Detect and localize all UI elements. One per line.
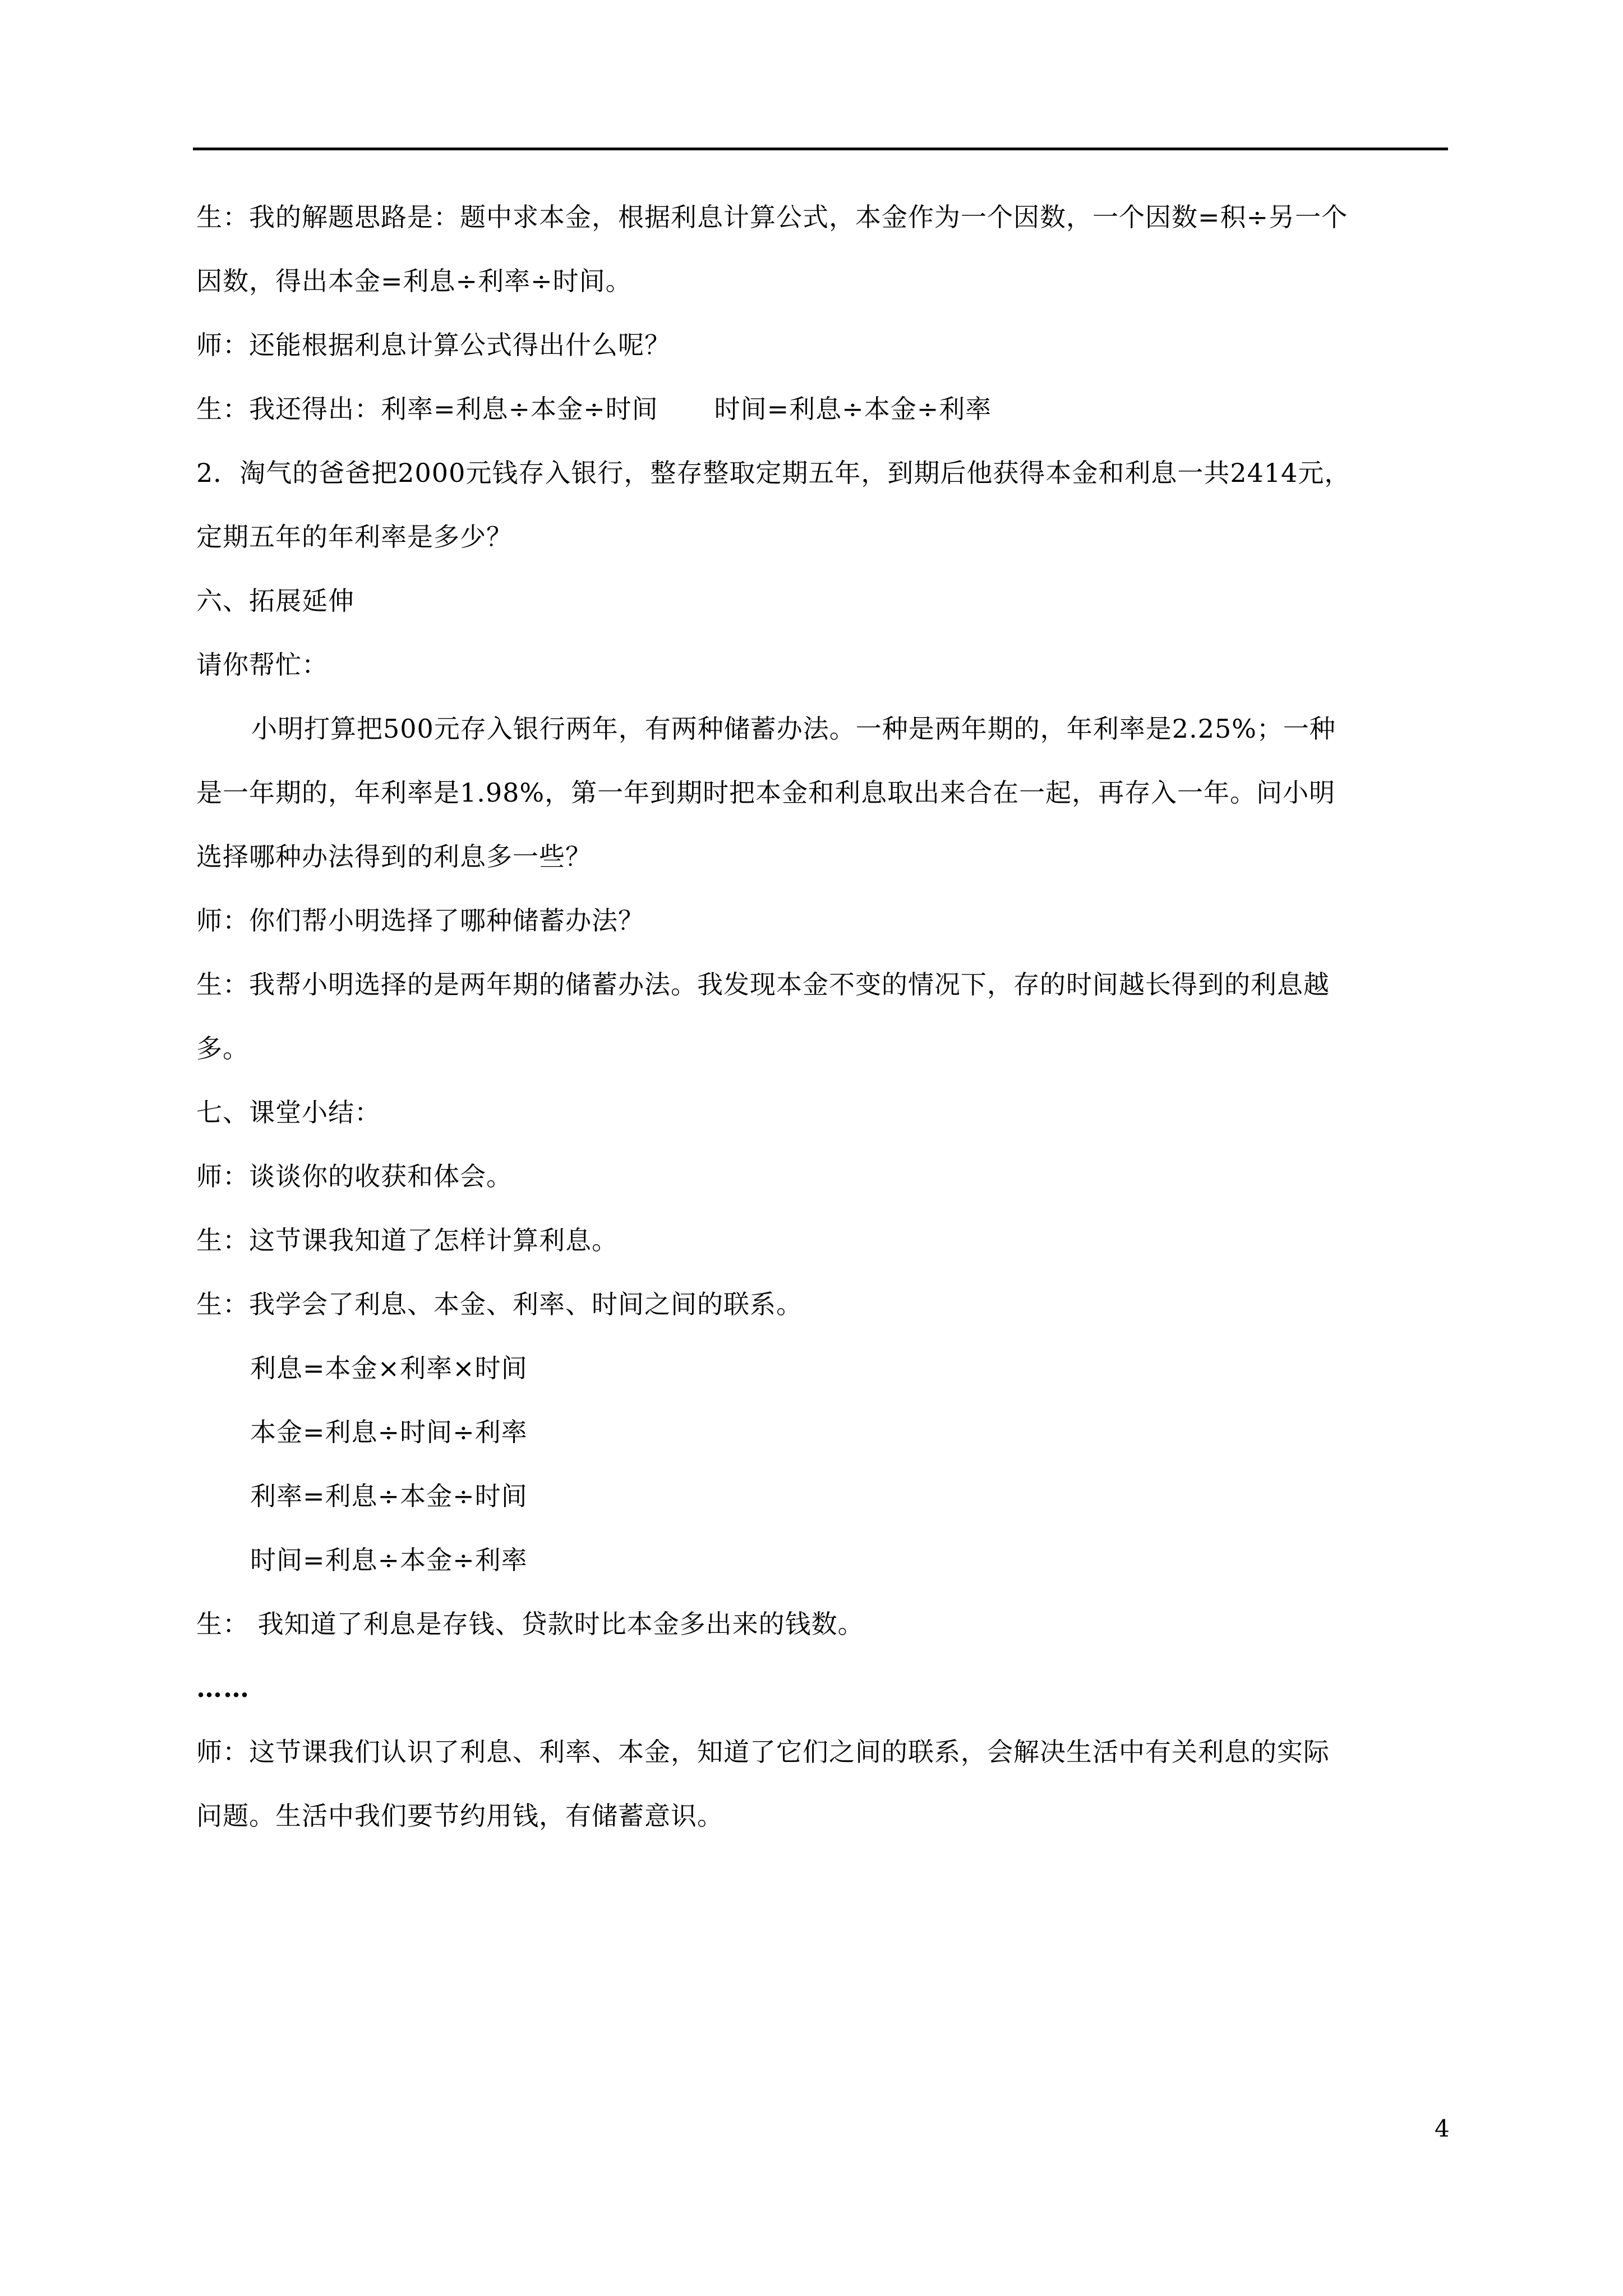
header-rule	[193, 148, 1448, 150]
text-line: 生： 我知道了利息是存钱、贷款时比本金多出来的钱数。	[196, 1609, 864, 1639]
formula-line: 利率=利息÷本金÷时间	[250, 1481, 528, 1511]
section-heading-extension: 六、拓展延伸	[196, 586, 354, 616]
text-line: 因数，得出本金=利息÷利率÷时间。	[196, 266, 632, 296]
text-line: 问题。生活中我们要节约用钱，有储蓄意识。	[196, 1801, 723, 1831]
text-line: 请你帮忙：	[196, 650, 328, 680]
formula-time: 时间=利息÷本金÷利率	[714, 394, 992, 424]
formula-line: 利息=本金×利率×时间	[250, 1353, 528, 1383]
page-number: 4	[1435, 2115, 1450, 2142]
text-line: 师：谈谈你的收获和体会。	[196, 1161, 513, 1191]
text-line-formulas	[196, 377, 1447, 441]
text-line: 师：你们帮小明选择了哪种储蓄办法？	[196, 905, 644, 936]
formula-line: 时间=利息÷本金÷利率	[250, 1545, 528, 1575]
text-line: 生：这节课我知道了怎样计算利息。	[196, 1225, 618, 1255]
text-line: 师：还能根据利息计算公式得出什么呢？	[196, 330, 671, 360]
text-line: 多。	[196, 1033, 249, 1064]
ellipsis: ……	[196, 1673, 250, 1703]
document-body	[196, 185, 1447, 1848]
problem-paragraph-line-1: 小明打算把500元存入银行两年，有两种储蓄办法。一种是两年期的，年利率是2.25%；一种	[251, 714, 1336, 744]
formula-line: 本金=利息÷时间÷利率	[250, 1417, 528, 1447]
problem-2-line-2: 定期五年的年利率是多少？	[196, 522, 513, 552]
problem-paragraph-line-2: 是一年期的，年利率是1.98%，第一年到期时把本金和利息取出来合在一起，再存入一年。问小明	[196, 777, 1336, 808]
formula-rate: 生：我还得出：利率=利息÷本金÷时间	[196, 394, 658, 424]
text-line: 生：我学会了利息、本金、利率、时间之间的联系。	[196, 1289, 803, 1319]
problem-paragraph-line-3: 选择哪种办法得到的利息多一些？	[196, 841, 592, 872]
text-line: 生：我帮小明选择的是两年期的储蓄办法。我发现本金不变的情况下，存的时间越长得到的利息越	[196, 969, 1330, 1000]
section-heading-summary: 七、课堂小结：	[196, 1097, 381, 1128]
text-line: 生：我的解题思路是：题中求本金，根据利息计算公式，本金作为一个因数，一个因数=积÷另一个	[196, 202, 1348, 232]
problem-2-line-1: 2．淘气的爸爸把2000元钱存入银行，整存整取定期五年，到期后他获得本金和利息一共2414元，	[196, 458, 1351, 488]
text-line: 师：这节课我们认识了利息、利率、本金，知道了它们之间的联系，会解决生活中有关利息的实际	[196, 1737, 1330, 1767]
